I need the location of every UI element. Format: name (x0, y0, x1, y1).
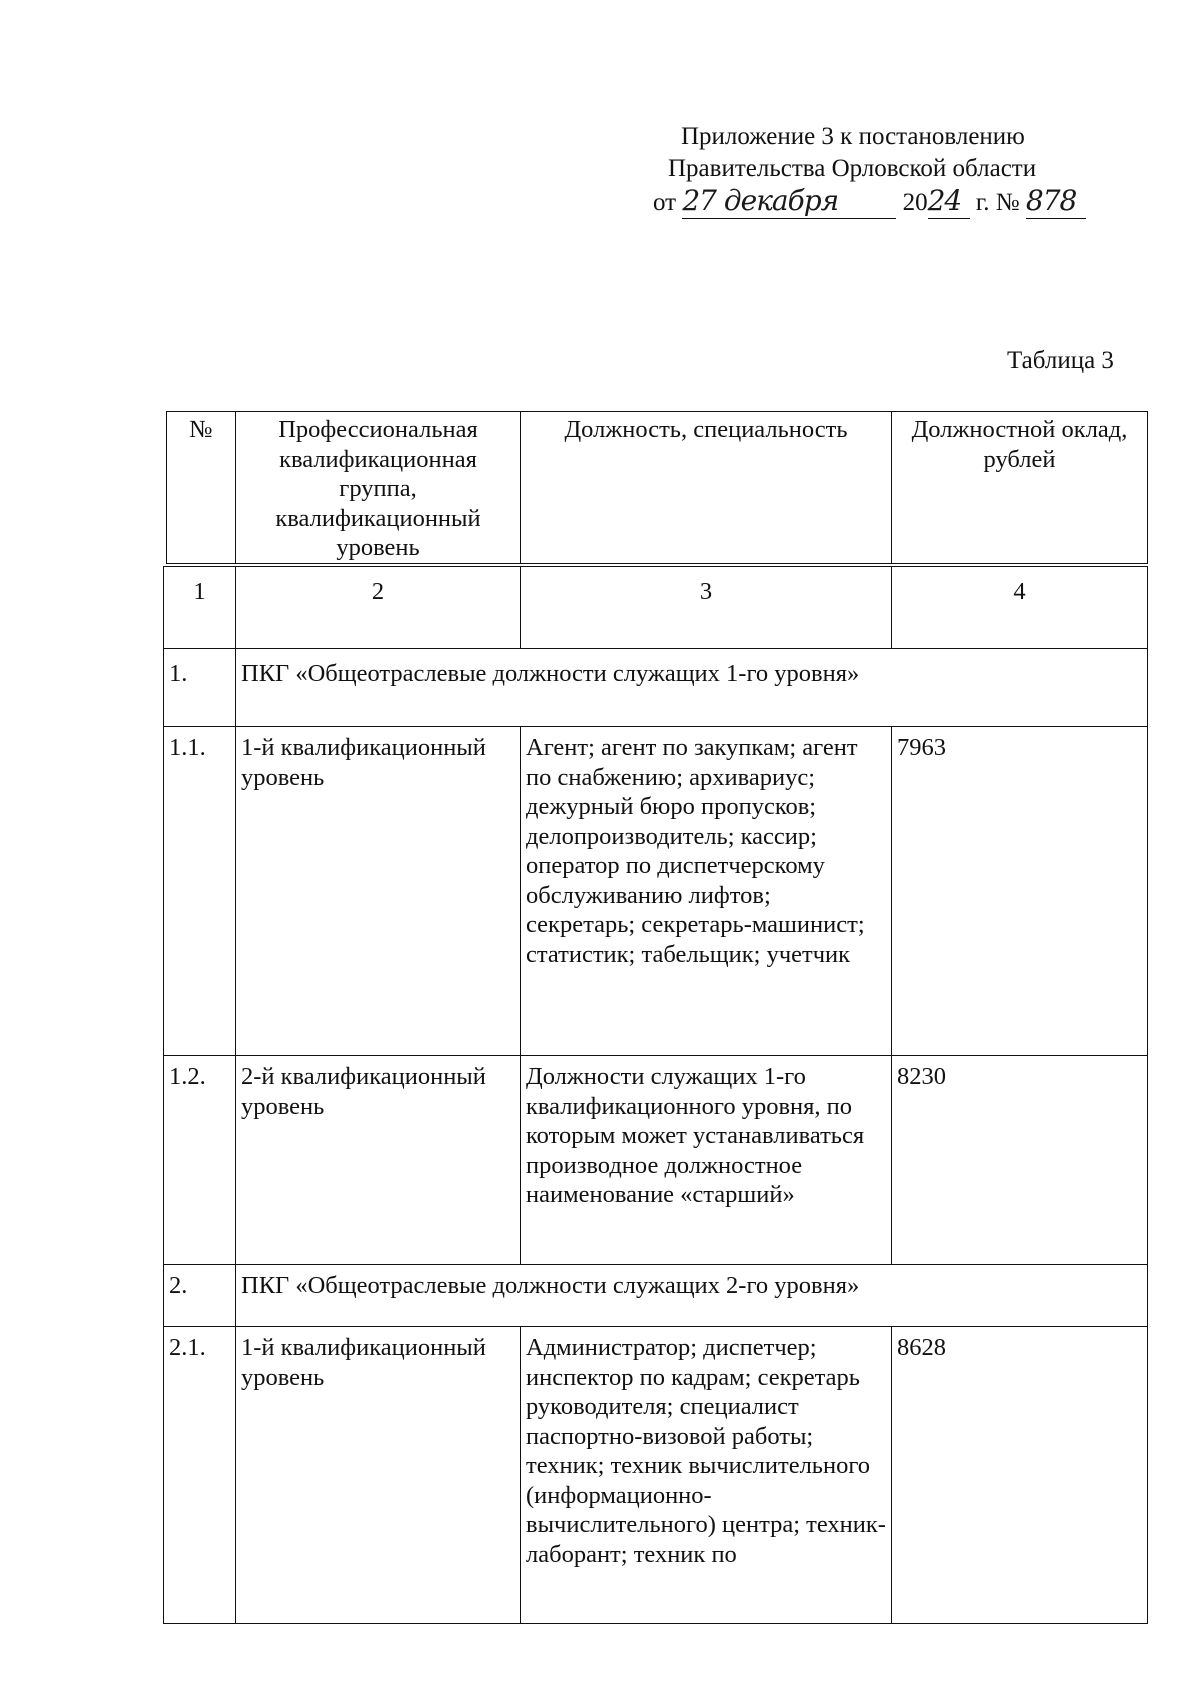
table-row (164, 727, 1148, 1056)
date-prefix: от (653, 189, 677, 216)
row-number: 2.1. (164, 1327, 236, 1624)
table-header (166, 411, 1148, 564)
year-prefix: 20 (902, 189, 928, 216)
col-header-group: Профессиональная квалификационная группа, квалификационный уровень (236, 412, 521, 564)
col-header-number: № (167, 412, 236, 564)
row-number: 1.1. (164, 727, 236, 1056)
section-number: 2. (164, 1265, 236, 1327)
column-number: 3 (521, 567, 892, 649)
table-label: Таблица 3 (1007, 347, 1114, 374)
positions-list: Администратор; диспетчер; инспектор по кадрам; секретарь руководителя; специалист паспортно-визовой работы; техник; техник вычислительного (информационно-вычислительного) центра; техник-лаборант; техник по (521, 1327, 892, 1624)
column-number: 1 (164, 567, 236, 649)
section-row (164, 1265, 1148, 1327)
appendix-title-line2: Правительства Орловской области (668, 155, 1037, 182)
row-number: 1.2. (164, 1056, 236, 1265)
qualification-level: 1-й квалификационный уровень (236, 727, 521, 1056)
number-prefix: г. № (975, 189, 1020, 216)
salary-table (163, 566, 1148, 1624)
col-header-salary: Должностной оклад, рублей (892, 412, 1148, 564)
handwritten-year: 24 (927, 184, 962, 217)
column-number: 2 (236, 567, 521, 649)
salary-value: 8628 (892, 1327, 1148, 1624)
table-row (164, 1327, 1148, 1624)
positions-list: Агент; агент по закупкам; агент по снабжению; архивариус; дежурный бюро пропусков; делопроизводитель; кассир; оператор по диспетчерскому обслуживанию лифтов; секретарь; секретарь-машинист; статистик; табельщик; учетчик (521, 727, 892, 1056)
qualification-level: 2-й квалификационный уровень (236, 1056, 521, 1265)
column-number: 4 (892, 567, 1148, 649)
table-row (164, 1056, 1148, 1265)
salary-value: 7963 (892, 727, 1148, 1056)
number-field (1026, 186, 1086, 219)
date-field (682, 186, 896, 219)
salary-value: 8230 (892, 1056, 1148, 1265)
positions-list: Должности служащих 1-го квалификационного уровня, по которым может устанавливаться производное должностное наименование «старший» (521, 1056, 892, 1265)
qualification-level: 1-й квалификационный уровень (236, 1327, 521, 1624)
appendix-date-line (653, 186, 1086, 219)
section-number: 1. (164, 649, 236, 727)
section-row (164, 649, 1148, 727)
handwritten-number: 878 (1025, 184, 1077, 217)
col-header-position: Должность, специальность (521, 412, 892, 564)
section-title: ПКГ «Общеотраслевые должности служащих 1-го уровня» (236, 649, 1148, 727)
header-row (167, 412, 1148, 564)
handwritten-date: 27 декабря (682, 184, 839, 217)
appendix-title-line1: Приложение 3 к постановлению (681, 123, 1025, 150)
column-number-row (164, 567, 1148, 649)
year-field (928, 186, 970, 219)
section-title: ПКГ «Общеотраслевые должности служащих 2-го уровня» (236, 1265, 1148, 1327)
